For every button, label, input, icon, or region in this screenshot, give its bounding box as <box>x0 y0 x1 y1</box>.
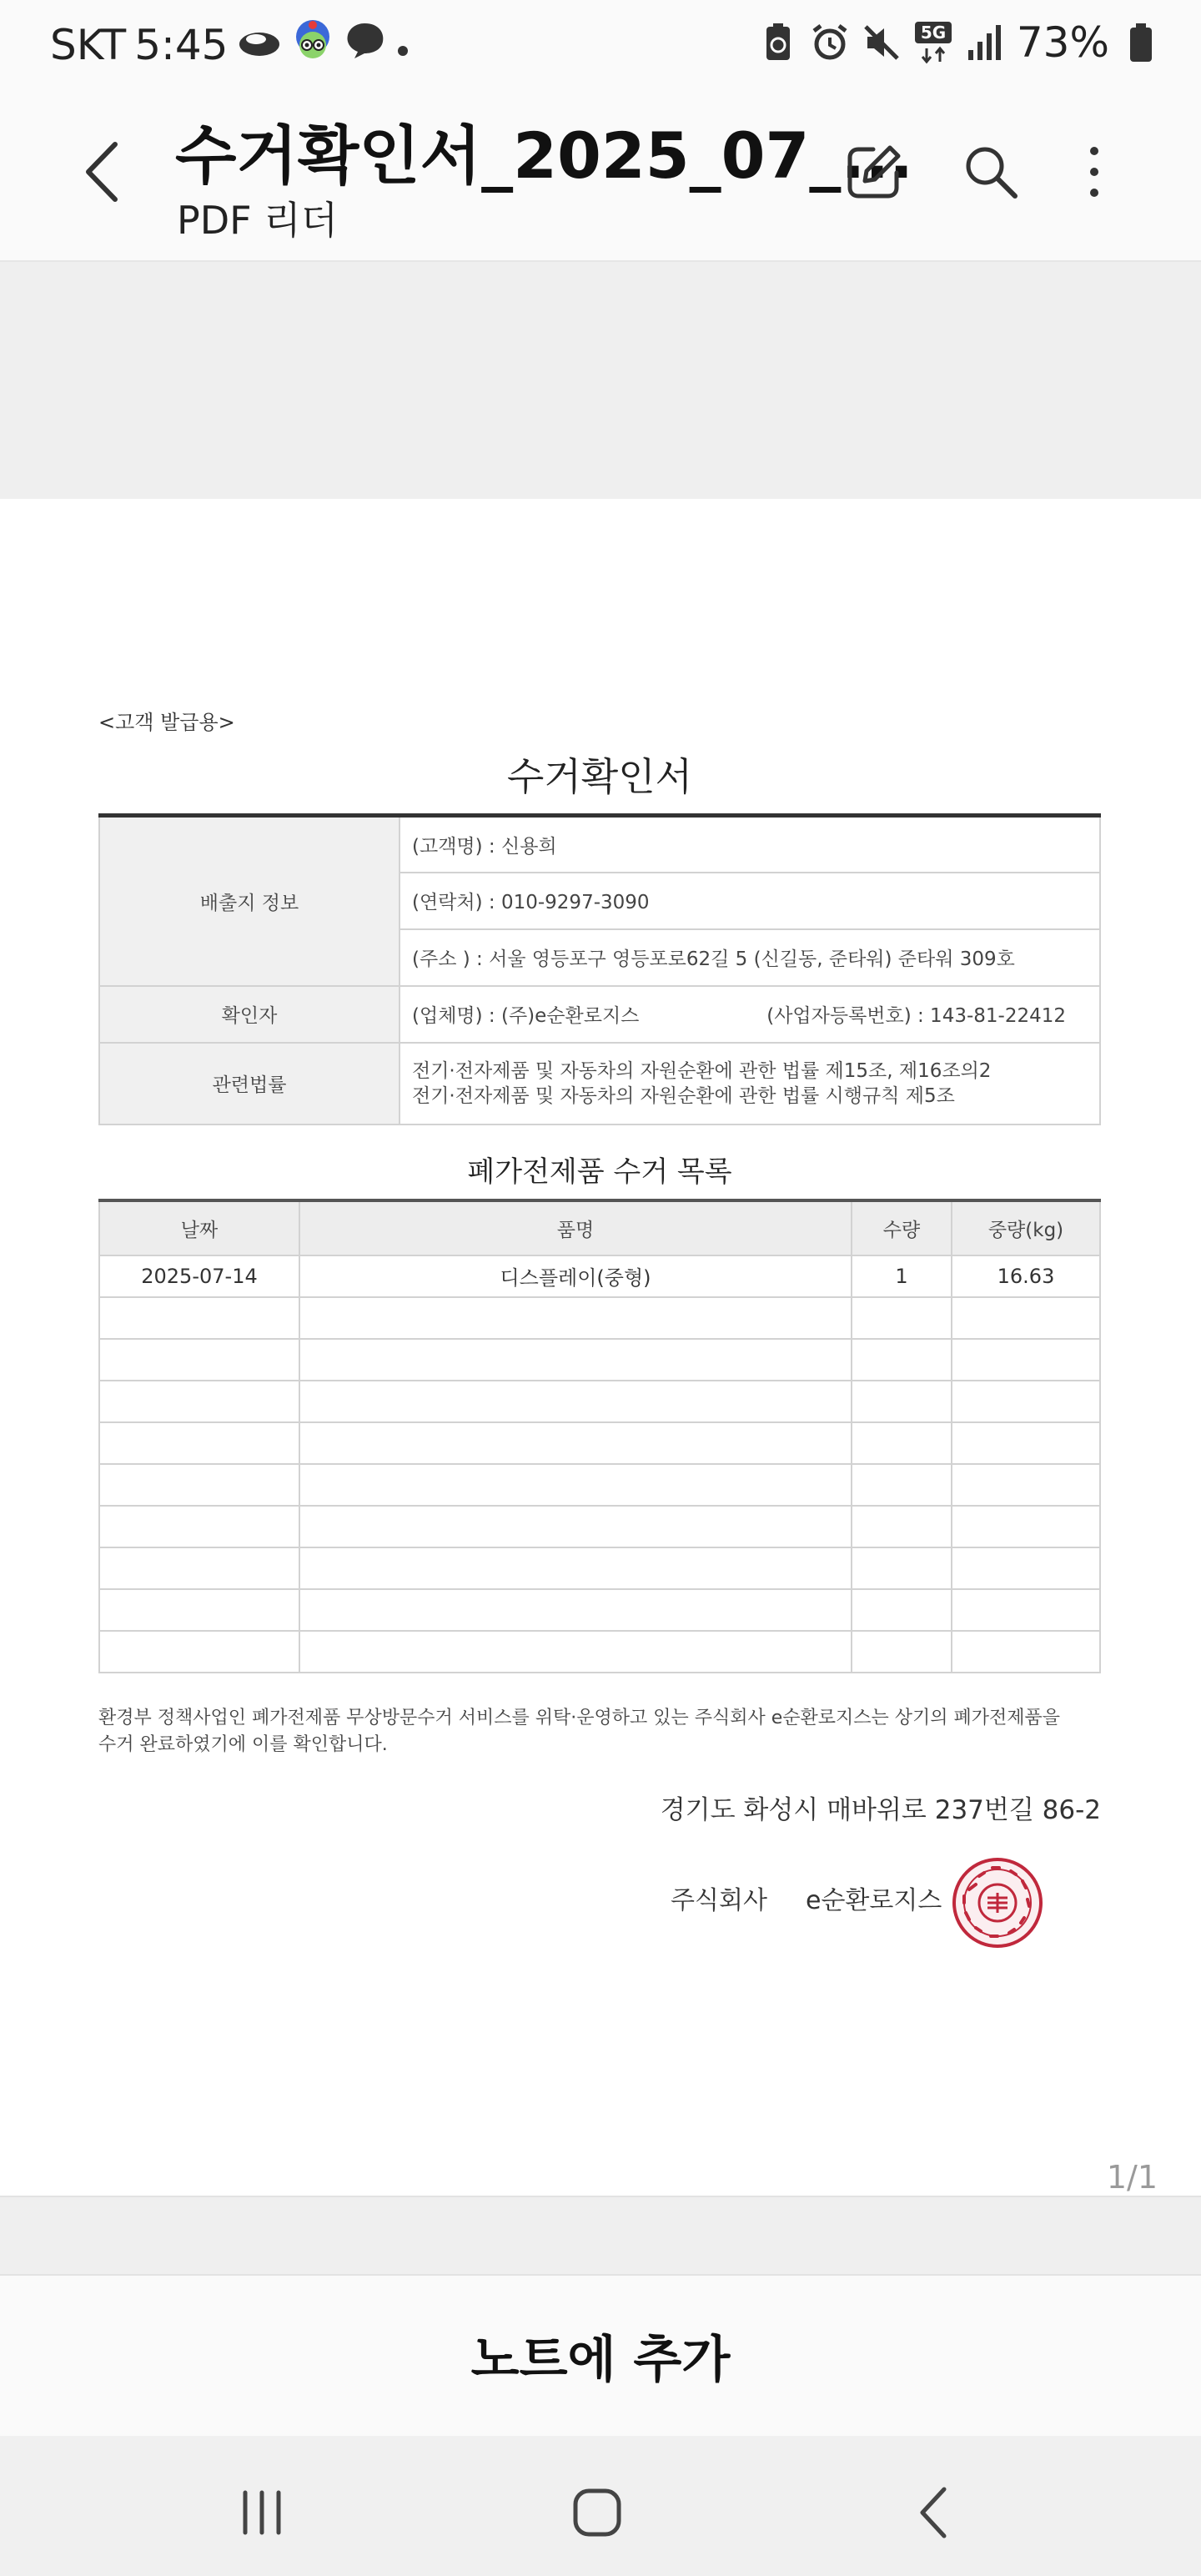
company-type-label: 주식회사 <box>671 1885 767 1915</box>
network-5g-icon <box>913 20 953 65</box>
carrier-label: SKT <box>50 21 127 69</box>
law-label: 관련법률 <box>99 1043 399 1124</box>
company-name: e순환로지스 <box>806 1885 942 1915</box>
signature-row <box>98 1859 1101 1976</box>
table-header-row <box>99 1200 1100 1255</box>
empty-row <box>99 1422 1100 1464</box>
app-character-icon <box>291 18 334 72</box>
issue-label: <고객 발급용> <box>98 711 235 734</box>
company-address: 경기도 화성시 매바위로 237번길 86-2 <box>660 1794 1101 1825</box>
navigation-bar <box>0 2436 1201 2576</box>
certification-line-1: 환경부 정책사업인 폐가전제품 무상방문수거 서비스를 위탁·운영하고 있는 주식회사 e순환로지스는 상기의 폐가전제품을 <box>98 1707 1061 1728</box>
cloud-notification-icon <box>236 21 283 69</box>
status-right <box>758 18 1161 67</box>
search-button[interactable] <box>951 132 1031 212</box>
empty-row <box>99 1464 1100 1506</box>
recent-apps-button[interactable] <box>222 2473 302 2553</box>
more-options-button[interactable] <box>1054 132 1134 212</box>
app-bar <box>0 88 1201 262</box>
weight-column-header: 중량(kg) <box>952 1200 1100 1255</box>
edit-icon <box>845 143 903 201</box>
collection-certificate <box>98 706 1101 1976</box>
law-references <box>399 1043 1100 1124</box>
row-quantity: 1 <box>852 1255 952 1297</box>
recent-apps-icon <box>237 2488 287 2538</box>
chat-notification-icon <box>343 20 386 70</box>
business-number: (사업자등록번호) : 143-81-22412 <box>766 1005 1066 1027</box>
empty-row <box>99 1547 1100 1589</box>
clock: 5:45 <box>134 21 229 69</box>
law-reference-1: 전기·전자제품 및 자동차의 자원순환에 관한 법률 제15조, 제16조의2 <box>412 1059 992 1082</box>
home-icon <box>570 2486 624 2539</box>
company-seal-icon <box>951 1856 1044 1950</box>
certificate-title: 수거확인서 <box>506 754 693 799</box>
network-type-label: 5G <box>920 23 947 43</box>
certification-line-2: 수거 완료하였기에 이를 확인합니다. <box>98 1733 388 1755</box>
add-to-note-button[interactable]: 노트에 추가 <box>0 2274 1201 2436</box>
customer-address: (주소 ) : 서울 영등포구 영등포로62길 5 (신길동, 준타워) 준타워 309호 <box>399 929 1100 986</box>
empty-row <box>99 1631 1100 1673</box>
law-reference-2: 전기·전자제품 및 자동차의 자원순환에 관한 법률 시행규칙 제5조 <box>412 1084 955 1107</box>
company-field: (업체명) : (주)e순환로지스 <box>412 1005 640 1027</box>
row-date: 2025-07-14 <box>99 1255 299 1297</box>
search-icon <box>962 143 1020 201</box>
app-subtitle: PDF 리더 <box>177 198 339 243</box>
empty-row <box>99 1297 1100 1339</box>
row-item: 디스플레이(중형) <box>299 1255 852 1297</box>
signal-strength-icon <box>965 20 1005 65</box>
pdf-page[interactable] <box>0 499 1201 2196</box>
status-bar <box>0 0 1201 88</box>
mute-icon <box>862 20 902 65</box>
back-button[interactable] <box>68 130 135 214</box>
confirmer-info <box>399 986 1100 1043</box>
table-row <box>99 986 1100 1043</box>
battery-percent: 73% <box>1016 18 1109 67</box>
table-row <box>99 1255 1100 1297</box>
customer-name: (고객명) : 신용희 <box>399 816 1100 873</box>
edit-button[interactable] <box>834 132 914 212</box>
viewer-background-top <box>0 262 1201 499</box>
empty-row <box>99 1381 1100 1422</box>
page-indicator: 1/1 <box>1106 2159 1158 2196</box>
table-row <box>99 1043 1100 1124</box>
system-back-icon <box>916 2486 949 2539</box>
battery-icon <box>1121 20 1161 65</box>
viewer-background-bottom <box>0 2196 1201 2274</box>
empty-row <box>99 1339 1100 1381</box>
system-back-button[interactable] <box>892 2473 972 2553</box>
confirmer-label: 확인자 <box>99 986 399 1043</box>
item-column-header: 품명 <box>299 1200 852 1255</box>
shipping-info-table <box>98 813 1101 1125</box>
table-row <box>99 816 1100 873</box>
shipping-info-label: 배출지 정보 <box>99 816 399 986</box>
collection-list-table <box>98 1199 1101 1673</box>
home-button[interactable] <box>557 2473 637 2553</box>
quantity-column-header: 수량 <box>852 1200 952 1255</box>
document-title: 수거확인서_2025_07_... <box>175 118 913 193</box>
empty-row <box>99 1506 1100 1547</box>
empty-row <box>99 1589 1100 1631</box>
more-vertical-icon <box>1086 143 1103 201</box>
date-column-header: 날짜 <box>99 1200 299 1255</box>
recycle-battery-saver-icon <box>758 20 798 65</box>
status-left <box>50 18 411 72</box>
more-notifications-dot-icon <box>394 21 411 69</box>
certification-statement <box>98 1705 1101 1758</box>
alarm-icon <box>810 20 850 65</box>
customer-contact: (연락처) : 010-9297-3090 <box>399 873 1100 929</box>
collection-list-title: 폐가전제품 수거 목록 <box>467 1155 732 1189</box>
back-arrow-icon <box>83 141 120 203</box>
row-weight: 16.63 <box>952 1255 1100 1297</box>
